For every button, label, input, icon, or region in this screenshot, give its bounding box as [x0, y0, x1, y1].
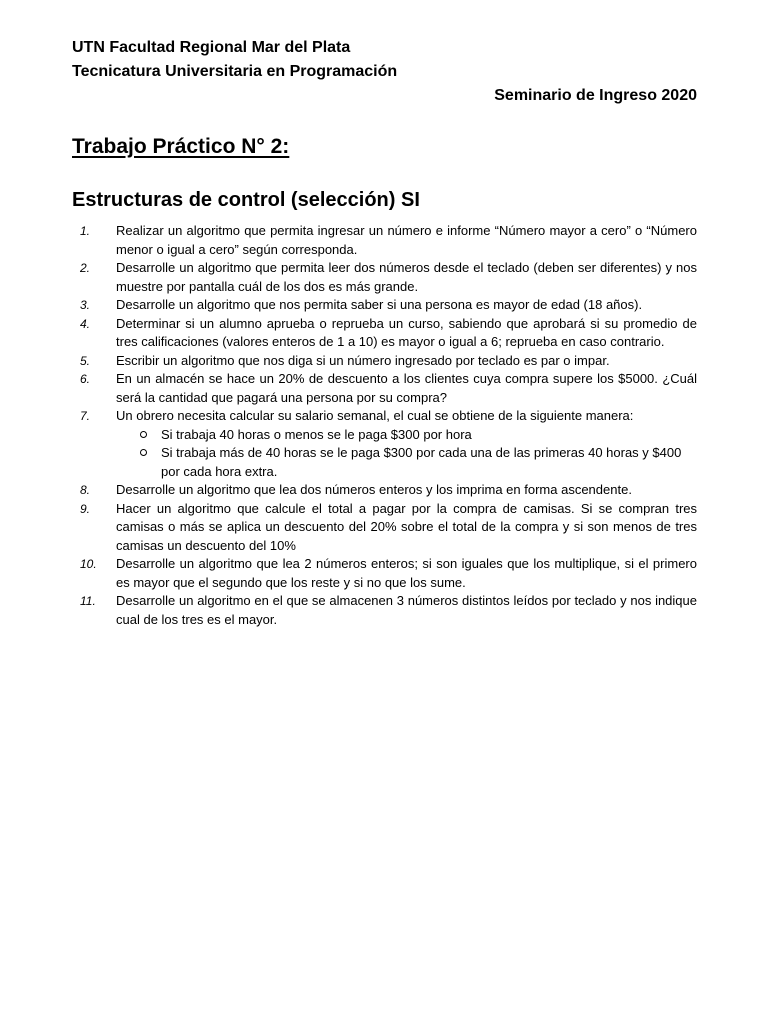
exercise-item [72, 352, 697, 371]
institution-name: UTN Facultad Regional Mar del Plata [72, 39, 351, 56]
exercise-text: Desarrolle un algoritmo que lea dos números enteros y los imprima en forma ascendente. [116, 482, 632, 497]
sub-item-text: Si trabaja 40 horas o menos se le paga $300 por hora [161, 426, 472, 442]
exercise-item [72, 500, 697, 556]
exercise-number: 4. [80, 316, 91, 331]
exercise-text: Desarrolle un algoritmo que lea 2 números enteros; si son iguales que los multiplique, si el primero es mayor que el segundo que los reste y si no que los sume. [116, 556, 697, 590]
exercise-item [72, 296, 697, 315]
exercise-item [72, 222, 697, 259]
exercise-number: 6. [80, 372, 91, 386]
exercise-text: Realizar un algoritmo que permita ingresar un número e informe “Número mayor a cero” o “Número menor o igual a cero” según corresponda. [116, 223, 697, 257]
exercise-item [72, 555, 697, 592]
sub-item [116, 426, 697, 445]
exercise-item [72, 259, 697, 296]
sub-item [116, 444, 697, 481]
exercise-item [72, 481, 697, 500]
assignment-title: Trabajo Práctico N° 2: [72, 135, 290, 158]
exercise-number: 8. [80, 483, 91, 497]
exercise-text: Desarrolle un algoritmo en el que se almacenen 3 números distintos leídos por teclado y nos indique cual de los tres es el mayor. [116, 593, 697, 627]
exercise-text: Hacer un algoritmo que calcule el total a pagar por la compra de camisas. Si se compran tres camisas o más se aplica un descuento del 20% sobre el total de la compra y si son menos de tres camisas un descuento del 10% [116, 500, 697, 553]
exercise-number: 10. [80, 557, 97, 571]
exercise-item [72, 592, 697, 629]
exercise-text: Desarrolle un algoritmo que permita leer dos números desde el teclado (deben ser diferentes) y nos muestre por pantalla cuál de los dos es más grande. [116, 260, 697, 294]
exercise-item [72, 407, 697, 481]
exercise-number: 7. [80, 409, 91, 423]
exercise-item [72, 315, 697, 352]
exercise-text: Escribir un algoritmo que nos diga si un número ingresado por teclado es par o impar. [116, 352, 610, 368]
exercise-number: 3. [80, 298, 91, 312]
sub-list [116, 426, 697, 482]
circle-bullet-icon [140, 431, 147, 438]
exercise-number: 5. [80, 353, 91, 368]
exercise-text: Desarrolle un algoritmo que nos permita saber si una persona es mayor de edad (18 años). [116, 297, 643, 312]
circle-bullet-icon [140, 449, 147, 456]
exercise-number: 9. [80, 501, 91, 516]
program-name: Tecnicatura Universitaria en Programación [72, 63, 398, 80]
exercise-text: En un almacén se hace un 20% de descuento a los clientes cuya compra supere los $5000. ¿Cuál será la cantidad que pagará una persona por su compra? [116, 371, 697, 405]
exercise-list [72, 222, 697, 629]
exercise-number: 11. [80, 594, 96, 608]
exercise-item [72, 370, 697, 407]
exercise-text: Determinar si un alumno aprueba o reprueba un curso, sabiendo que aprobará si su promedio de tres calificaciones (valores enteros de 1 a 10) es mayor o igual a 6; reprueba en caso contrario. [116, 315, 697, 349]
exercise-text: Un obrero necesita calcular su salario semanal, el cual se obtiene de la siguiente manera: [116, 408, 634, 423]
exercise-number: 2. [80, 261, 91, 275]
section-title: Estructuras de control (selección) SI [72, 189, 420, 211]
exercise-number: 1. [80, 224, 91, 238]
seminar-label: Seminario de Ingreso 2020 [494, 87, 697, 104]
sub-item-text: Si trabaja más de 40 horas se le paga $300 por cada una de las primeras 40 horas y $400 por cada hora extra. [161, 445, 682, 479]
